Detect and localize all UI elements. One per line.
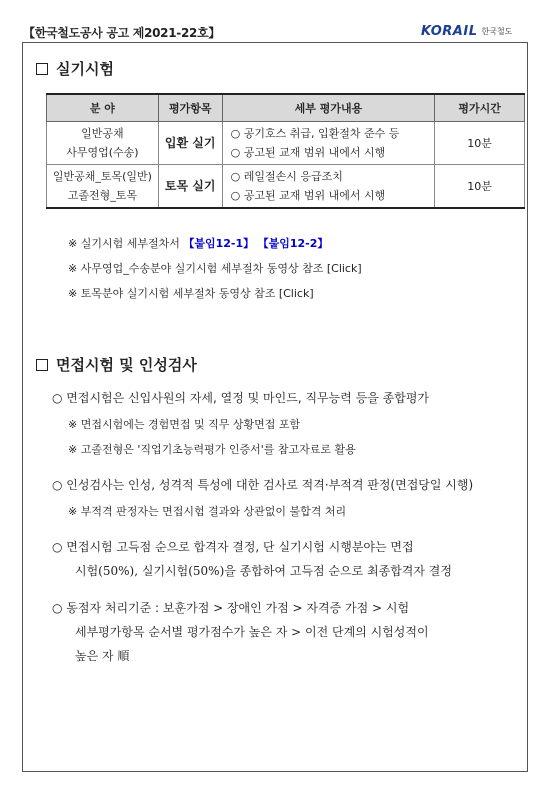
paragraph-decision-cont: 시험(50%), 실기시험(50%)을 종합하여 고득점 순으로 최종합격자 결정 xyxy=(75,564,452,578)
paragraph-tiebreak-cont: 높은 자 順 xyxy=(75,649,130,663)
field-cell xyxy=(47,122,159,165)
checkbox-square-icon xyxy=(36,359,48,371)
time-cell: 10분 xyxy=(435,165,525,209)
detail-line: ○ 공기호스 취급, 입환절차 준수 등 xyxy=(230,127,400,140)
note-video-civil[interactable]: ※ 토목분야 실기시험 세부절차 동영상 참조 [Click] xyxy=(68,287,314,300)
table-row xyxy=(47,165,525,209)
interview-subnote: ※ 고졸전형은 '직업기초능력평가 인증서'를 참고자료로 활용 xyxy=(68,443,356,456)
interview-heading xyxy=(36,354,197,375)
attachment-link-12-1[interactable]: 【붙임12-1】 xyxy=(183,237,255,250)
paragraph-tiebreak: ○ 동점자 처리기준 : 보훈가점 > 장애인 가점 > 자격증 가점 > 시험 xyxy=(52,601,410,615)
paragraph-decision: ○ 면접시험 고득점 순으로 합격자 결정, 단 실기시험 시행분야는 면접 xyxy=(52,540,414,554)
paragraph-personality: ○ 인성검사는 인성, 성격적 특성에 대한 검사로 적격·부적격 판정(면접당일 시행) xyxy=(52,478,474,492)
detail-line: ○ 공고된 교재 범위 내에서 시행 xyxy=(230,189,386,202)
time-cell: 10분 xyxy=(435,122,525,165)
field-line: 일반공채_토목(일반) xyxy=(52,170,152,183)
interview-heading-text: 면접시험 및 인성검사 xyxy=(56,356,197,374)
detail-cell xyxy=(222,122,435,165)
practical-exam-table xyxy=(46,93,525,209)
item-cell: 입환 실기 xyxy=(158,122,222,165)
interview-subnote: ※ 면접시험에는 경험면접 및 직무 상황면접 포함 xyxy=(68,418,301,431)
header-item: 평가항목 xyxy=(158,94,222,122)
note-attachments xyxy=(68,235,328,251)
field-line: 고졸전형_토목 xyxy=(67,189,138,202)
attachment-link-12-2[interactable]: 【붙임12-2】 xyxy=(257,237,329,250)
table-row xyxy=(47,122,525,165)
note-video-transport[interactable]: ※ 사무영업_수송분야 실기시험 세부절차 동영상 참조 [Click] xyxy=(68,262,362,275)
logo-main-text: KORAIL xyxy=(421,24,478,39)
korail-logo xyxy=(421,24,512,39)
paragraph-tiebreak-cont: 세부평가항목 순서별 평가점수가 높은 자 > 이전 단계의 시험성적이 xyxy=(75,625,429,639)
header-time: 평가시간 xyxy=(435,94,525,122)
detail-cell xyxy=(222,165,435,209)
field-line: 사무영업(수송) xyxy=(66,146,139,159)
header-field: 분 야 xyxy=(47,94,159,122)
practical-heading-text: 실기시험 xyxy=(56,60,114,78)
field-line: 일반공채 xyxy=(81,127,124,140)
detail-line: ○ 레일절손시 응급조치 xyxy=(230,170,343,183)
logo-sub-text: 한국철도 xyxy=(481,27,513,36)
notice-title: 【한국철도공사 공고 제2021-22호】 xyxy=(23,26,221,40)
paragraph-interview: ○ 면접시험은 신입사원의 자세, 열정 및 마인드, 직무능력 등을 종합평가 xyxy=(52,391,430,405)
personality-subnote: ※ 부적격 판정자는 면접시험 결과와 상관없이 불합격 처리 xyxy=(68,505,347,518)
checkbox-square-icon xyxy=(36,63,48,75)
practical-heading xyxy=(36,58,114,79)
note-text: ※ 실기시험 세부절차서 xyxy=(68,237,184,250)
detail-line: ○ 공고된 교재 범위 내에서 시행 xyxy=(230,146,386,159)
header-detail: 세부 평가내용 xyxy=(222,94,435,122)
field-cell xyxy=(47,165,159,209)
table-header-row xyxy=(47,94,525,122)
item-cell: 토목 실기 xyxy=(158,165,222,209)
